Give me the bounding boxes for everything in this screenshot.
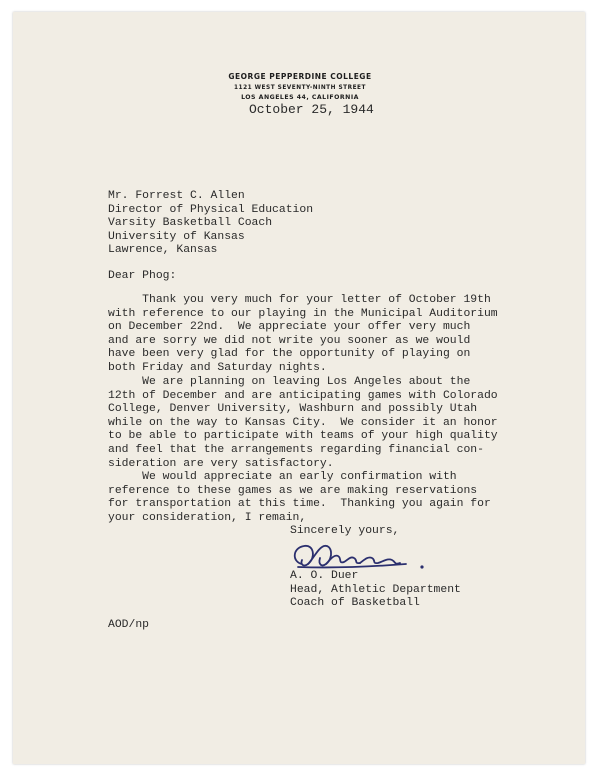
text-line: on December 22nd. We appreciate your offer very much: [108, 321, 471, 334]
text-line: We are planning on leaving Los Angeles about the: [108, 376, 471, 388]
recipient-address: [108, 190, 313, 258]
letter-date: October 25, 1944: [249, 102, 374, 117]
recipient-line: Director of Physical Education: [108, 203, 314, 216]
text-line: Thank you very much for your letter of October 19th: [108, 294, 491, 306]
text-line: College, Denver University, Washburn and possibly Utah: [108, 403, 478, 416]
text-line: to be able to participate with teams of your high quality: [108, 430, 498, 443]
recipient-line: Mr. Forrest C. Allen: [108, 190, 245, 202]
handwritten-signature: [288, 538, 438, 574]
body-paragraph-2: [108, 376, 498, 471]
text-line: and feel that the arrangements regarding financial con-: [108, 443, 484, 456]
letterhead-name: GEORGE PEPPERDINE COLLEGE: [228, 72, 372, 81]
text-line: We would appreciate an early confirmation with: [108, 471, 457, 483]
signer-title: Coach of Basketball: [290, 597, 420, 610]
recipient-line: Lawrence, Kansas: [108, 244, 218, 256]
text-line: your consideration, I remain,: [108, 511, 307, 524]
body-paragraph-1: [108, 294, 498, 376]
signer-name: A. O. Duer: [290, 570, 359, 582]
text-line: and are sorry we did not write you sooner as we would: [108, 334, 471, 347]
recipient-line: University of Kansas: [108, 230, 245, 243]
text-line: 12th of December and are anticipating games with Colorado: [108, 389, 498, 402]
text-line: for transportation at this time. Thanking you again for: [108, 498, 491, 511]
complimentary-close: Sincerely yours,: [290, 525, 400, 537]
text-line: while on the way to Kansas City. We consider it an honor: [108, 416, 498, 429]
text-line: have been very glad for the opportunity of playing on: [108, 348, 471, 361]
salutation: Dear Phog:: [108, 270, 177, 282]
signer-title: Head, Athletic Department: [290, 583, 461, 596]
text-line: sideration are very satisfactory.: [108, 457, 334, 470]
reference-initials: AOD/np: [108, 619, 150, 631]
recipient-line: Varsity Basketball Coach: [108, 217, 273, 229]
text-line: both Friday and Saturday nights.: [108, 361, 327, 374]
letterhead-street: 1121 WEST SEVENTY-NINTH STREET: [234, 85, 366, 91]
text-line: with reference to our playing in the Municipal Auditorium: [108, 307, 498, 320]
text-line: reference to these games as we are making reservations: [108, 484, 478, 497]
letterhead-city: LOS ANGELES 44, CALIFORNIA: [241, 94, 359, 101]
body-paragraph-3: [108, 471, 491, 525]
signature-block: [290, 570, 461, 611]
